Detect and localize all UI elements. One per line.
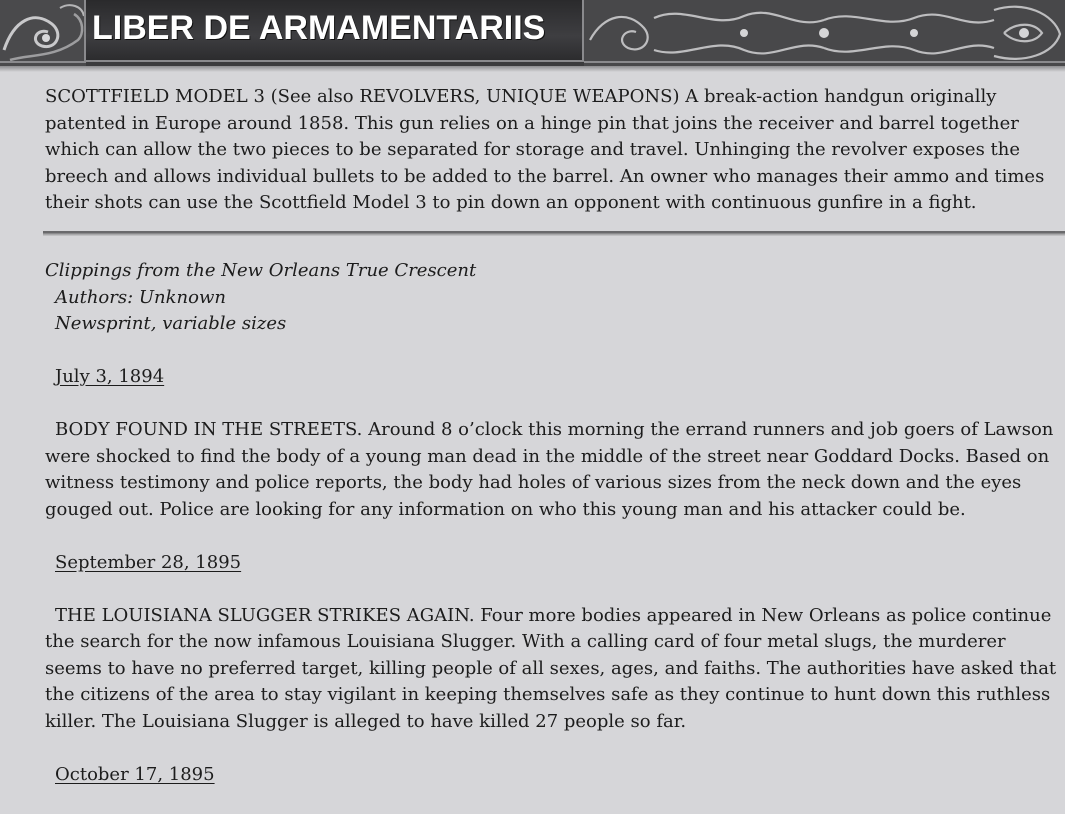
entry-section xyxy=(45,84,1057,217)
clippings-section xyxy=(45,258,1057,788)
clippings-source: Clippings from the New Orleans True Crescent xyxy=(45,260,477,281)
entry-text: SCOTTFIELD MODEL 3 (See also REVOLVERS, UNIQUE WEAPONS) A break-action handgun originally patented in Europe around 1858. This gun relies on a hinge pin that joins the receiver and barrel together which can allow the two pieces to be separated for storage and travel. Unhinging the revolver exposes the breech and allows individual bullets to be added to the barrel. An owner who manages their ammo and times their shots can use the Scottfield Model 3 to pin down an opponent with continuous gunfire in a fight. xyxy=(45,86,1045,213)
article-text: BODY FOUND IN THE STREETS. Around 8 o’clock this morning the errand runners and job goers of Lawson were shocked to find the body of a young man dead in the middle of the street near Goddard Docks. Based on witness testimony and police reports, the body had holes of various sizes from the neck down and the eyes gouged out. Police are looking for any information on who this young man and his attacker could be. xyxy=(45,419,1054,520)
article-text: THE LOUISIANA SLUGGER STRIKES AGAIN. Four more bodies appeared in New Orleans as police continue the search for the now infamous Louisiana Slugger. With a calling card of four metal slugs, the murderer seems to have no preferred target, killing people of all sexes, ages, and faiths. The authorities have asked that the citizens of the area to stay vigilant in keeping themselves safe as they continue to hunt down this ruthless killer. The Louisiana Slugger is alleged to have killed 27 people so far. xyxy=(45,604,1057,732)
section-divider xyxy=(43,230,1065,236)
scroll-ornament-icon xyxy=(0,0,86,66)
clippings-medium: Newsprint, variable sizes xyxy=(55,313,287,334)
article-date: October 17, 1895 xyxy=(55,763,215,785)
filigree-ornament-icon xyxy=(584,0,1065,66)
banner-shadow xyxy=(0,66,1065,72)
article-date: September 28, 1895 xyxy=(55,551,242,573)
page-title: LIBER DE ARMAMENTARIIS xyxy=(92,9,546,47)
clippings-authors: Authors: Unknown xyxy=(55,286,226,308)
article-date: July 3, 1894 xyxy=(55,366,165,387)
header-banner xyxy=(0,0,1065,66)
